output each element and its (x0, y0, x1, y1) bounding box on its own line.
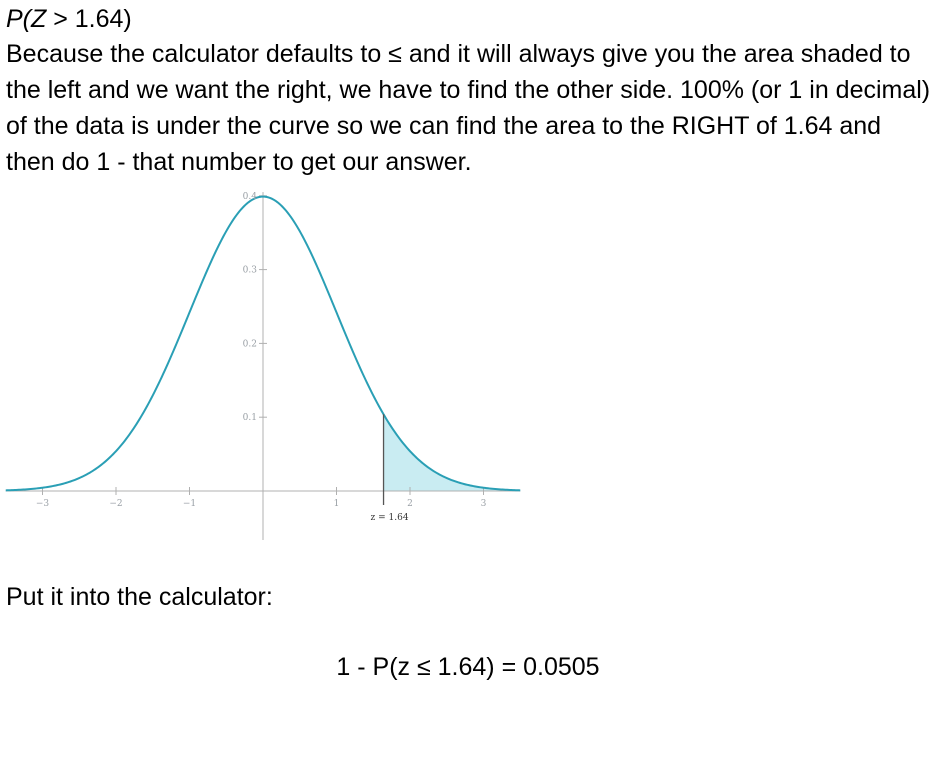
calculator-result: 1 - P(z ≤ 1.64) = 0.0505 (336, 653, 600, 681)
heading-inequality: > 1.64) (46, 5, 132, 33)
x-tick-label: 2 (407, 499, 413, 509)
x-tick-label: 1 (333, 499, 340, 509)
y-tick-label: 0.4 (242, 191, 257, 202)
x-tick-label: 3 (480, 499, 487, 509)
explanation-paragraph: Because the calculator defaults to ≤ and it will always give you the area shaded to the left and we want the right, we have to find the other side. 100% (or 1 in decimal) of the data is under the curve so we can find the area to the RIGHT of 1.64 and then do 1 - that number to get our answer. (6, 40, 931, 176)
y-tick-label: 0.3 (242, 265, 257, 276)
x-tick-label: −1 (182, 499, 197, 509)
x-tick-label: −2 (109, 499, 123, 509)
heading-probability-notation: P(Z (6, 5, 47, 33)
y-tick-label: 0.1 (242, 413, 257, 424)
y-tick-label: 0.2 (242, 339, 257, 350)
x-tick-label: −3 (35, 499, 50, 509)
probability-heading (6, 4, 132, 34)
normal-curve-chart (0, 180, 530, 550)
instruction-text: Put it into the calculator: (6, 583, 273, 611)
z-marker-label: z = 1.64 (370, 513, 409, 523)
